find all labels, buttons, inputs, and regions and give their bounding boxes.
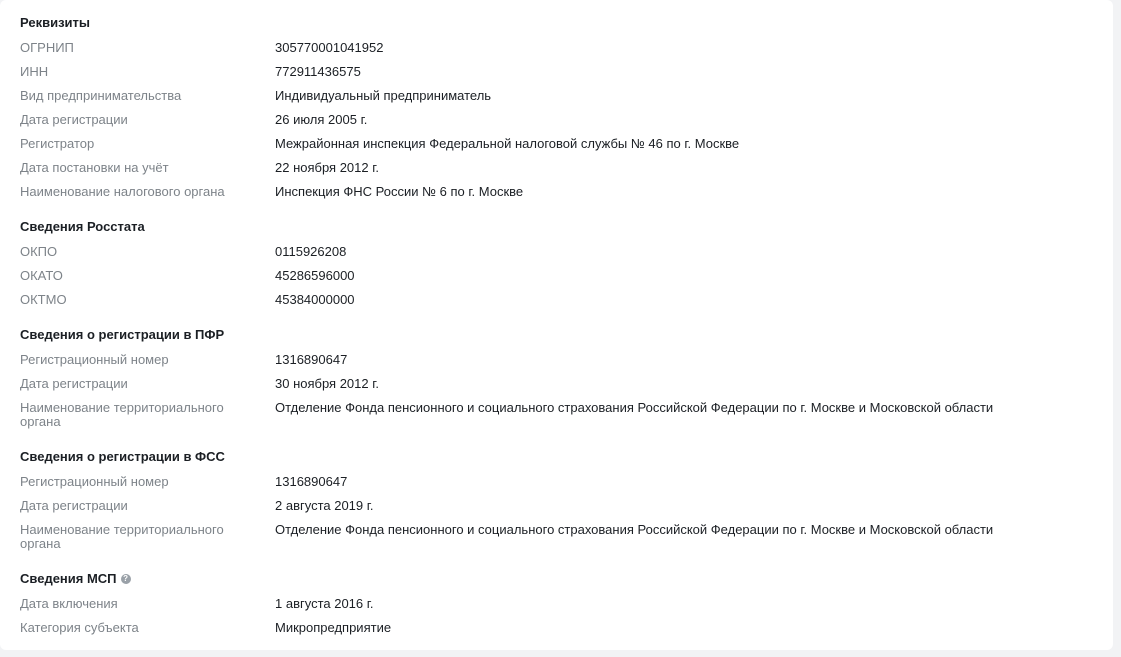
requisites-section: [20, 14, 1113, 199]
field-label: Дата включения: [20, 596, 118, 611]
field-value: Межрайонная инспекция Федеральной налоговой службы № 46 по г. Москве: [275, 136, 740, 151]
field-value: 1316890647: [275, 474, 348, 489]
field-label: Вид предпринимательства: [20, 88, 182, 103]
field-label: Наименование налогового органа: [20, 184, 225, 199]
ogrnip-row: [20, 41, 1113, 55]
inclusion-date-row: [20, 597, 1113, 611]
section-title: Сведения о регистрации в ПФР: [20, 327, 225, 342]
field-label: Регистрационный номер: [20, 474, 169, 489]
territorial-authority-row: [20, 401, 1113, 429]
field-value: 1316890647: [275, 352, 348, 367]
registration-date-row: [20, 113, 1113, 127]
field-label: Дата регистрации: [20, 376, 128, 391]
field-value: 22 ноября 2012 г.: [275, 160, 379, 175]
field-label: Дата регистрации: [20, 498, 128, 513]
section-title-row: [20, 570, 1113, 587]
field-label: Наименование территориального органа: [20, 400, 224, 429]
field-value: Отделение Фонда пенсионного и социального страхования Российской Федерации по г. Москве и Московской области: [275, 400, 994, 415]
okato-row: [20, 269, 1113, 283]
field-value: 45384000000: [275, 292, 355, 307]
field-value: 1 августа 2016 г.: [275, 596, 374, 611]
tax-authority-row: [20, 185, 1113, 199]
field-value: 45286596000: [275, 268, 355, 283]
field-label: ОКПО: [20, 244, 58, 259]
inn-row: [20, 65, 1113, 79]
field-value: 772911436575: [275, 64, 361, 79]
field-value: Отделение Фонда пенсионного и социального страхования Российской Федерации по г. Москве и Московской области: [275, 522, 994, 537]
msp-section: [20, 570, 1113, 635]
question-circle-icon[interactable]: ?: [121, 574, 131, 584]
field-label: ИНН: [20, 64, 49, 79]
field-value: 2 августа 2019 г.: [275, 498, 374, 513]
field-label: Наименование территориального органа: [20, 522, 224, 551]
field-value: Инспекция ФНС России № 6 по г. Москве: [275, 184, 524, 199]
territorial-authority-row: [20, 523, 1113, 551]
subject-category-row: [20, 621, 1113, 635]
oktmo-row: [20, 293, 1113, 307]
registrar-row: [20, 137, 1113, 151]
field-value: 0115926208: [275, 244, 347, 259]
okpo-row: [20, 245, 1113, 259]
field-value: Индивидуальный предприниматель: [275, 88, 492, 103]
field-label: Дата постановки на учёт: [20, 160, 169, 175]
registration-number-row: [20, 353, 1113, 367]
field-label: Регистрационный номер: [20, 352, 169, 367]
field-label: Регистратор: [20, 136, 95, 151]
field-label: Категория субъекта: [20, 620, 139, 635]
section-title: Сведения о регистрации в ФСС: [20, 449, 225, 464]
field-label: Дата регистрации: [20, 112, 128, 127]
section-title: Реквизиты: [20, 15, 90, 30]
field-value: Микропредприятие: [275, 620, 392, 635]
registration-date-row: [20, 499, 1113, 513]
section-title: Сведения Росстата: [20, 219, 145, 234]
fss-section: [20, 448, 1113, 551]
field-label: ОКТМО: [20, 292, 67, 307]
registration-number-row: [20, 475, 1113, 489]
field-value: 26 июля 2005 г.: [275, 112, 368, 127]
rosstat-section: [20, 218, 1113, 307]
field-value: 30 ноября 2012 г.: [275, 376, 379, 391]
section-title: Сведения МСП: [20, 571, 117, 586]
pfr-section: [20, 326, 1113, 429]
field-label: ОКАТО: [20, 268, 63, 283]
business-type-row: [20, 89, 1113, 103]
field-label: ОГРНИП: [20, 40, 74, 55]
tax-registration-date-row: [20, 161, 1113, 175]
field-value: 305770001041952: [275, 40, 384, 55]
registration-date-row: [20, 377, 1113, 391]
